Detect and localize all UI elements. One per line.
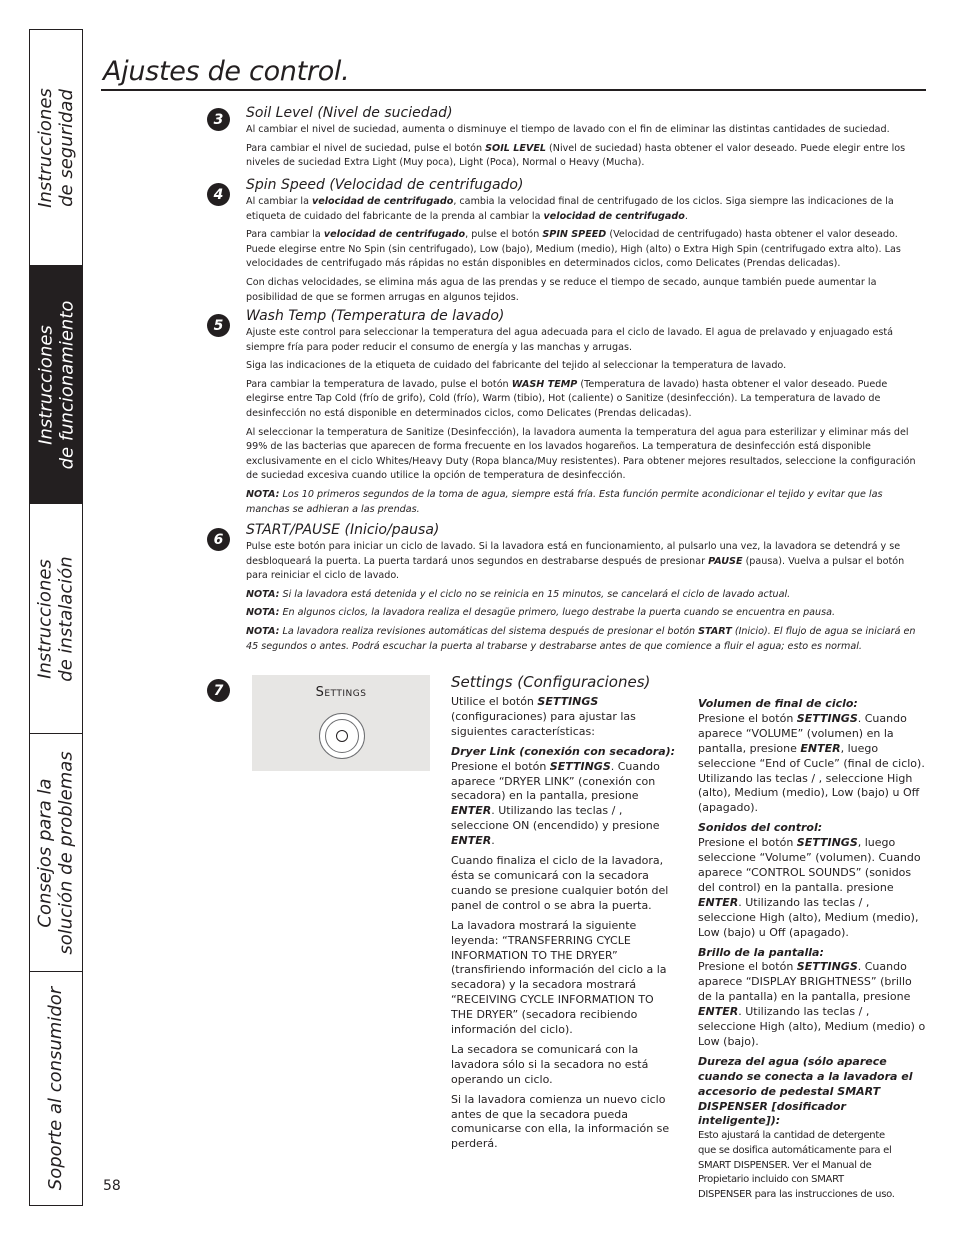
tab-label: Consejos para la: [35, 777, 56, 928]
paragraph: [451, 760, 679, 849]
paragraph: [246, 540, 916, 584]
note-label: NOTA:: [246, 588, 280, 600]
button-name: PAUSE: [708, 555, 743, 567]
text: . Utilizando las teclas / , seleccione High (alto), Medium (medio) o Low (bajo).: [698, 1005, 926, 1048]
subheading: Dureza del agua (sólo aparece cuando se conecta a la lavadora el accesorio de pedestal SMART DISPENSER [dosificador inteligente]):: [698, 1054, 913, 1128]
section-start-pause: [246, 522, 916, 658]
tab-troubleshooting[interactable]: [30, 734, 82, 972]
section-heading: Settings (Configuraciones): [451, 673, 651, 691]
text: . Cuando aparece “VOLUME” (volumen) en la pantalla, presione: [698, 711, 907, 755]
text: Utilice el botón: [451, 695, 538, 708]
button-name: ENTER: [451, 804, 492, 818]
text: Al seleccionar la temperatura de Sanitize (Desinfección), la lavadora aumenta la temperatura del agua para esterilizar y eliminar más del 99% de las bacterias que aparecen de forma frecuente en los lavados hogareños. La temperatura de desinfección está disponible exclusivamente en el ciclo Whites/Heavy Duty (Ropa blanca/Muy resistentes). Para obtener mejores resultados, seleccione la configuración de suciedad excesiva cuando utilice la opción de temperatura de desinfección.: [246, 426, 916, 482]
text: (Inicio). El flujo de agua se iniciará en 45 segundos o antes. Podrá escuchar la puerta al trabarse y destrabarse antes de que comience a fluir el agua; esto es normal.: [246, 625, 916, 652]
button-name: ENTER: [451, 834, 492, 848]
text: La lavadora realiza revisiones automáticas del sistema después de presionar el botón: [279, 625, 699, 637]
section-heading: Wash Temp (Temperatura de lavado): [246, 308, 505, 324]
page-number: 58: [103, 1178, 121, 1194]
paragraph: [246, 326, 916, 355]
text: Los 10 primeros segundos de la toma de agua, siempre está fría. Esta función permite acondicionar el tejido y evitar que las manchas se adhieran a las prendas.: [246, 488, 883, 515]
settings-column-left: [451, 673, 679, 1157]
paragraph: [246, 123, 916, 138]
settings-button-icon: [319, 713, 365, 759]
note: [246, 588, 916, 603]
tab-label: Instrucciones: [35, 87, 57, 208]
section-wash-temp: [246, 308, 916, 521]
text: Si la lavadora está detenida y el ciclo no se reinicia en 15 minutos, se cancelará el ciclo de lavado actual.: [279, 588, 791, 600]
paragraph: [246, 359, 916, 374]
tab-label: Instrucciones: [35, 324, 56, 445]
step-number-badge: 3: [207, 108, 230, 131]
text: (Nivel de suciedad) hasta obtener el valor deseado. Puede elegir entre los niveles de suciedad Extra Light (Muy poca), Light (Poca), Normal o Heavy (Mucha).: [246, 142, 906, 169]
text: Presione el botón: [698, 711, 797, 725]
text: Al cambiar la: [246, 196, 312, 207]
text: En algunos ciclos, la lavadora realiza el desagüe primero, luego destrabe la puerta cuando se encuentra en pausa.: [279, 607, 836, 619]
text: . Cuando aparece “DISPLAY BRIGHTNESS” (brillo de la pantalla) en la pantalla, presione: [698, 960, 912, 1004]
button-name: ENTER: [800, 741, 841, 755]
paragraph: [451, 695, 679, 740]
text: . Utilizando las teclas / , seleccione High (alto), Medium (medio), Low (bajo) u Off (apagado).: [698, 895, 919, 939]
paragraph: La lavadora mostrará la siguiente leyenda: “TRANSFERRING CYCLE INFORMATION TO THE DRYER” (transfiriendo información del ciclo a la secadora) y la secadora mostrará “RECEIVING CYCLE INFORMATION TO THE DRYER” (secadora recibiendo información del ciclo).: [451, 918, 667, 1037]
text: Para cambiar la: [246, 229, 324, 241]
text: Con dichas velocidades, se elimina más agua de las prendas y se reduce el tiempo de secado, aunque también puede aumentar la posibilidad de que se formen arrugas en algunos tejidos.: [246, 276, 877, 303]
text: .: [684, 210, 688, 222]
tab-label: de funcionamiento: [56, 300, 77, 469]
text: Presione el botón: [451, 759, 550, 773]
note-label: NOTA:: [246, 607, 280, 619]
subheading: Volumen de final de ciclo:: [698, 697, 858, 710]
step-number-badge: 7: [207, 679, 230, 702]
tab-installation[interactable]: [30, 504, 82, 734]
step-number-badge: 4: [207, 183, 230, 206]
text: Para cambiar el nivel de suciedad, pulse el botón: [246, 142, 486, 154]
text: , luego seleccione “Volume” (volumen). Cuando aparece “CONTROL SOUNDS” (sonidos del control) en la pantalla. presione: [698, 836, 921, 894]
settings-column-right: [698, 697, 928, 1207]
paragraph: Esto ajustará la cantidad de detergente que se dosifica automáticamente para el SMART DISPENSER. Ver el Manual de Propietario incluido con SMART DISPENSER para las instrucciones de uso.: [698, 1130, 895, 1200]
button-name: SOIL LEVEL: [485, 142, 546, 154]
paragraph: [246, 426, 916, 484]
paragraph: La secadora se comunicará con la lavadora sólo si la secadora no está operando un ciclo.: [451, 1042, 649, 1086]
text: , pulse el botón: [465, 229, 543, 241]
step-number-badge: 6: [207, 528, 230, 551]
title-rule: [101, 89, 926, 91]
subheading: Sonidos del control:: [698, 821, 823, 835]
text: (pausa). Vuelva a pulsar el botón para reiniciar el ciclo de lavado.: [246, 555, 905, 582]
text: Presione el botón: [698, 960, 797, 974]
settings-panel-label: Settings: [315, 685, 367, 700]
note: [246, 606, 916, 621]
text: (Temperatura de lavado) hasta obtener el valor deseado. Puede elegirse entre Tap Cold (frío de grifo), Cold (frío), Warm (tibio), Hot (caliente) o Sanitize (desinfección). La temperatura de lavado de desinfección no está disponible en determinados ciclos, como Delicates (Prendas delicadas).: [246, 378, 888, 419]
section-heading: Spin Speed (Velocidad de centrifugado): [246, 177, 524, 193]
note: [246, 625, 916, 654]
paragraph: [246, 228, 916, 272]
button-name: SPIN SPEED: [542, 229, 607, 241]
tab-label: de seguridad: [56, 88, 78, 207]
paragraph: Si la lavadora comienza un nuevo ciclo antes de que la secadora pueda comunicarse con ella, la información se perderá.: [451, 1092, 670, 1151]
tab-label: Instrucciones: [35, 558, 57, 679]
paragraph: [698, 836, 928, 940]
paragraph: [246, 142, 916, 171]
tab-label: solución de problemas: [56, 750, 77, 955]
button-name: SETTINGS: [537, 695, 599, 708]
note-label: NOTA:: [246, 625, 280, 637]
button-center-icon: [336, 730, 348, 742]
text: Al cambiar el nivel de suciedad, aumenta o disminuye el tiempo de lavado con el fin de eliminar las distintas cantidades de suciedad.: [246, 124, 890, 135]
note: [246, 488, 916, 517]
tab-label: Soporte al consumidor: [45, 986, 67, 1191]
section-heading: Soil Level (Nivel de suciedad): [246, 105, 453, 121]
button-name: ENTER: [698, 895, 739, 909]
button-name: SETTINGS: [796, 836, 858, 850]
tab-consumer-support[interactable]: [30, 972, 82, 1205]
text: Siga las indicaciones de la etiqueta de cuidado del fabricante del tejido al seleccionar la temperatura de lavado.: [246, 360, 787, 372]
button-name: ENTER: [698, 1005, 739, 1019]
text: Pulse este botón para iniciar un ciclo de lavado. Si la lavadora está en funcionamiento, al pulsarlo una vez, la lavadora se detendrá y se desbloqueará la puerta. La puerta tardará unos segundos en destrabarse después de presionar: [246, 541, 901, 567]
emphasis: velocidad de centrifugado: [323, 229, 466, 241]
section-soil-level: [246, 105, 916, 175]
text: , luego seleccione “End of Cucle” (final de ciclo). Utilizando las teclas / , seleccione High (alto), Medium (medio), Low (bajo) u Off (apagado).: [698, 741, 925, 815]
text: (configuraciones) para ajustar las siguientes características:: [451, 709, 636, 738]
page-title: Ajustes de control.: [103, 56, 350, 87]
text: . Utilizando las teclas / , seleccione ON (encendido) y presione: [451, 804, 660, 833]
paragraph: [698, 712, 928, 816]
tab-label: de instalación: [56, 555, 78, 682]
paragraph: Cuando finaliza el ciclo de la lavadora, ésta se comunicará con la secadora cuando se presione cualquier botón del panel de control o se abra la puerta.: [451, 854, 669, 912]
button-name: SETTINGS: [796, 960, 858, 974]
button-name: SETTINGS: [796, 711, 858, 725]
text: Ajuste este control para seleccionar la temperatura del agua adecuada para el ciclo de lavado. El agua de prelavado y enjuagado está siempre fría para poder reducir el consumo de energía y las manchas y arrugas.: [246, 327, 894, 353]
button-name: WASH TEMP: [511, 378, 578, 390]
tab-safety[interactable]: [30, 30, 82, 266]
section-heading: START/PAUSE (Inicio/pausa): [246, 522, 440, 538]
text: . Cuando aparece “DRYER LINK” (conexión con secadora) en la pantalla, presione: [451, 759, 660, 803]
text: .: [491, 834, 495, 848]
paragraph: [246, 378, 916, 422]
subheading: Brillo de la pantalla:: [698, 945, 824, 959]
text: (Velocidad de centrifugado) hasta obtener el valor deseado. Puede elegirse entre No Spin (sin centrifugado), Low (bajo), Medium (medio), High (alto) o Extra High Spin (centrifugado extra alto). Las velocidades de centrifugado más rápidas no están disponibles en determinados ciclos, como Delicates (Prendas delicadas).: [246, 229, 901, 270]
paragraph: [246, 195, 916, 224]
button-name: SETTINGS: [549, 759, 611, 773]
side-tabs: [29, 29, 83, 1206]
text: Para cambiar la temperatura de lavado, pulse el botón: [246, 378, 512, 390]
text: Presione el botón: [698, 836, 797, 850]
paragraph: [246, 276, 916, 305]
text: , cambia la velocidad final de centrifugado de los ciclos. Siga siempre las indicaciones de la etiqueta de cuidado del fabricante de la prenda al cambiar la: [246, 196, 894, 222]
step-number-badge: 5: [207, 314, 230, 337]
emphasis: velocidad de centrifugado: [312, 196, 454, 207]
settings-panel-illustration: [252, 675, 430, 771]
subheading: Dryer Link (conexión con secadora):: [451, 744, 676, 758]
section-spin-speed: [246, 177, 916, 309]
note-label: NOTA:: [246, 488, 280, 500]
button-name: START: [698, 625, 732, 637]
emphasis: velocidad de centrifugado: [543, 210, 685, 222]
paragraph: [698, 960, 928, 1049]
tab-operating[interactable]: [30, 266, 82, 504]
